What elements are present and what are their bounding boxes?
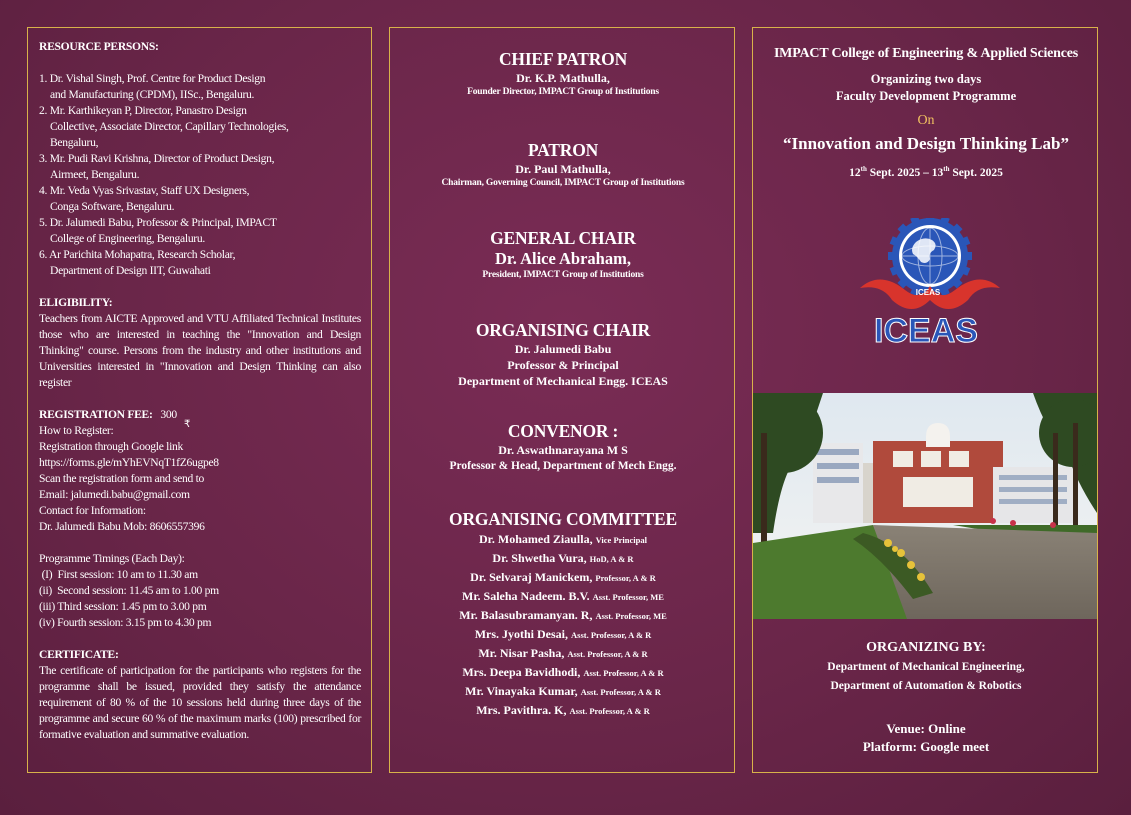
on-word: On	[917, 113, 935, 128]
organizing-line-1: Organizing two days	[870, 72, 982, 86]
college-name: IMPACT College of Engineering & Applied Sciences	[773, 46, 1079, 61]
convenor-desc: Professor & Head, Department of Mech Engg.	[449, 460, 677, 472]
patron-name: Dr. Paul Mathulla,	[515, 162, 611, 176]
certificate-text: The certificate of participation for the participants who registers for the programme shall be issued, provided they satisfy the attendance requirement of 80 % of the 10 sessions held during three days of the programme and secure 60 % of the maximum marks (100) prescribed for formative evaluation and summative evaluation.	[39, 664, 361, 741]
eligibility-heading: ELIGIBILITY:	[39, 296, 113, 309]
resource-person-item: 1. Dr. Vishal Singh, Prof. Centre for Product Design and Manufacturing (CPDM), IISc., Bengaluru.	[39, 72, 266, 101]
logo-text: ICEAS	[874, 312, 978, 350]
registration-line: Email: jalumedi.babu@gmail.com	[39, 488, 190, 501]
patron-title: PATRON	[527, 140, 599, 160]
committee-member: Mr. Vinayaka Kumar, Asst. Professor, A & R	[465, 684, 661, 698]
patron-desc: Chairman, Governing Council, IMPACT Group of Institutions	[441, 178, 685, 188]
committee-member: Dr. Selvaraj Manickem, Professor, A & R	[470, 570, 656, 584]
programme-topic: “Innovation and Design Thinking Lab”	[783, 134, 1069, 153]
patron-block	[390, 139, 736, 190]
session-timing: (ii) Second session: 11.45 am to 1.00 pm	[39, 584, 219, 597]
gear-tooth	[926, 218, 934, 222]
registration-line: Scan the registration form and send to	[39, 472, 205, 485]
session-timing: (iii) Third session: 1.45 pm to 3.00 pm	[39, 600, 207, 613]
organising-chair-title: ORGANISING CHAIR	[475, 320, 651, 340]
resource-persons-list	[39, 71, 361, 279]
resource-person-item: 6. Ar Parichita Mohapatra, Research Scholar, Department of Design IIT, Guwahati	[39, 248, 236, 277]
organising-chair-dept: Department of Mechanical Engg. ICEAS	[458, 374, 668, 388]
registration-details	[39, 439, 361, 535]
committee-member: Mr. Nisar Pasha, Asst. Professor, A & R	[478, 646, 648, 660]
session-timing: (I) First session: 10 am to 11.30 am	[39, 568, 198, 581]
chief-patron-title: CHIEF PATRON	[498, 49, 628, 69]
programme-dates: 12th Sept. 2025 – 13th Sept. 2025	[849, 165, 1003, 179]
registration-fee: REGISTRATION FEE: 300	[39, 408, 177, 421]
middle-panel	[389, 27, 735, 773]
committee-list	[390, 530, 736, 720]
resource-person-item: 5. Dr. Jalumedi Babu, Professor & Principal, IMPACT College of Engineering, Bengaluru.	[39, 216, 277, 245]
eligibility-text: Teachers from AICTE Approved and VTU Affiliated Technical Institutes those who are interested in teaching the "Innovation and Design Thinking" course. Persons from the industry and other institutions and Universities interested in "Innovation and Design Thinking can also register	[39, 312, 361, 389]
venue: Venue: Online	[886, 721, 966, 736]
committee-title: ORGANISING COMMITTEE	[449, 509, 677, 529]
resource-person-item: 4. Mr. Veda Vyas Srivastav, Staff UX Designers, Conga Software, Bengaluru.	[39, 184, 250, 213]
convenor-name: Dr. Aswathnarayana M S	[498, 443, 628, 457]
iceas-logo-icon	[850, 218, 1000, 358]
gear-tooth	[888, 252, 896, 260]
gear-tooth	[964, 252, 972, 260]
general-chair-title: GENERAL CHAIR	[490, 228, 636, 248]
timings-list	[39, 567, 361, 631]
resource-person-item: 2. Mr. Karthikeyan P, Director, Panastro Design Collective, Associate Director, Capillary Technologies, Bengaluru,	[39, 104, 289, 149]
registration-line: Dr. Jalumedi Babu Mob: 8606557396	[39, 520, 205, 533]
chief-patron-block	[390, 48, 736, 99]
organising-chair-block	[390, 319, 736, 389]
committee-block	[390, 508, 736, 720]
convenor-title: CONVENOR :	[507, 421, 619, 441]
timings-heading: Programme Timings (Each Day):	[39, 552, 185, 565]
committee-member: Mr. Saleha Nadeem. B.V. Asst. Professor, ME	[462, 589, 664, 603]
right-panel	[752, 27, 1098, 773]
registration-line: Registration through Google link	[39, 440, 184, 453]
general-chair-desc: President, IMPACT Group of Institutions	[482, 270, 644, 280]
chief-patron-name: Dr. K.P. Mathulla,	[516, 71, 610, 85]
platform: Platform: Google meet	[862, 739, 990, 754]
general-chair-block	[390, 227, 736, 282]
iceas-logo	[850, 218, 1000, 358]
resource-persons-heading: RESOURCE PERSONS:	[39, 40, 159, 53]
session-timing: (iv) Fourth session: 3.15 pm to 4.30 pm	[39, 616, 212, 629]
campus-photo	[753, 393, 1097, 619]
chief-patron-desc: Founder Director, IMPACT Group of Institutions	[467, 87, 659, 97]
certificate-heading: CERTIFICATE:	[39, 648, 119, 661]
committee-member: Dr. Mohamed Ziaulla, Vice Principal	[479, 532, 647, 546]
committee-member: Mrs. Deepa Bavidhodi, Asst. Professor, A & R	[462, 665, 664, 679]
committee-member: Mr. Balasubramanyan. R, Asst. Professor, ME	[459, 608, 667, 622]
committee-member: Mrs. Jyothi Desai, Asst. Professor, A & R	[474, 627, 652, 641]
fee-value: 300	[160, 408, 177, 421]
organizing-line-2: Faculty Development Programme	[835, 89, 1017, 103]
resource-person-item: 3. Mr. Pudi Ravi Krishna, Director of Product Design, Airmeet, Bengaluru.	[39, 152, 275, 181]
committee-member: Dr. Shwetha Vura, HoD, A & R	[492, 551, 634, 565]
organizing-by-title: ORGANIZING BY:	[866, 640, 986, 655]
registration-line: Contact for Information:	[39, 504, 146, 517]
rupee-icon: ₹	[184, 419, 191, 430]
organizing-dept-2: Department of Automation & Robotics	[830, 680, 1022, 692]
left-panel	[27, 27, 372, 773]
committee-member: Mrs. Pavithra. K, Asst. Professor, A & R	[476, 703, 650, 717]
organizing-dept-1: Department of Mechanical Engineering,	[827, 661, 1025, 673]
general-chair-name: Dr. Alice Abraham,	[495, 249, 631, 268]
organising-chair-name: Dr. Jalumedi Babu	[514, 342, 612, 356]
logo-small-text: ICEAS	[915, 288, 941, 297]
registration-line: https://forms.gle/mYhEVNqT1fZ6ugpe8	[39, 456, 219, 469]
how-to-register: How to Register: ₹	[39, 419, 191, 437]
organising-chair-role: Professor & Principal	[507, 358, 619, 372]
convenor-block	[390, 420, 736, 474]
